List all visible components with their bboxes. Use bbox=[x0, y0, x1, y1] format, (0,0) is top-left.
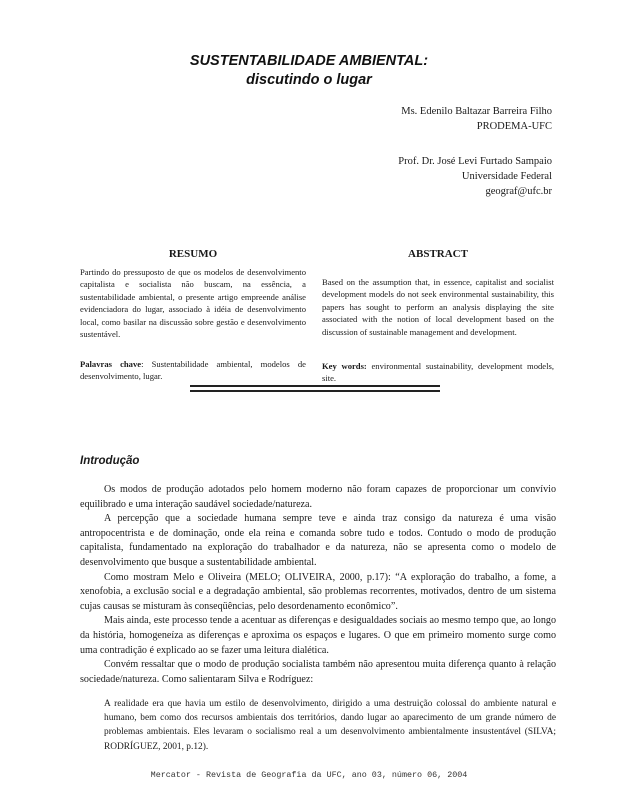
separator-rule-bottom bbox=[190, 390, 440, 392]
resumo-keywords bbox=[80, 358, 306, 383]
section-heading-introducao: Introdução bbox=[80, 455, 140, 467]
resumo-keywords-label: Palavras chave bbox=[80, 359, 142, 369]
resumo-keywords-text: : Sustentabilidade ambiental, modelos de desenvolvimento, lugar. bbox=[80, 359, 306, 382]
abstract-keywords bbox=[322, 360, 554, 385]
paragraph: Mais ainda, este processo tende a acentuar as diferenças e desigualdades sociais ao mesmo tempo que, ao longo da história, homogeneíza as diferenças e aproxima os espaços e lugares. O que em primeiro momento surge como uma contradição é explicado ao se fazer uma leitura dialética. bbox=[80, 615, 556, 656]
separator-rule-top bbox=[190, 385, 440, 387]
paper-subtitle: discutindo o lugar bbox=[246, 72, 372, 88]
abstract-keywords-label: Key words: bbox=[322, 361, 367, 371]
body-text bbox=[80, 483, 556, 687]
block-quote: A realidade era que havia um estilo de desenvolvimento, dirigido a uma destruição colossal do ambiente natural e humano, bem como dos recursos ambientais dos territórios, dando lugar ao aparecimento de um grande número de problemas ambientais. Eles levaram o socialismo real a um desenvolvimento ambientalmente insustentável (SILVA; RODRÍGUEZ, 2001, p.12). bbox=[104, 699, 556, 752]
author-2 bbox=[398, 154, 552, 199]
paragraph: Convém ressaltar que o modo de produção socialista também não apresentou muita diferença quanto à relação sociedade/natureza. Como salientaram Silva e Rodríguez: bbox=[80, 659, 556, 685]
abstract-heading: ABSTRACT bbox=[408, 248, 468, 260]
page-footer: Mercator - Revista de Geografia da UFC, ano 03, número 06, 2004 bbox=[150, 770, 468, 780]
abstract-body: Based on the assumption that, in essence, capitalist and socialist development models do not seek environmental sustainability, this papers has sought to perform an analysis displaying the site associated with the notion of local development based on the discussion of sustainable management and development. bbox=[322, 277, 554, 337]
paragraph: Os modos de produção adotados pelo homem moderno não foram capazes de proporcionar um convívio equilibrado e uma interação saudável sociedade/natureza. bbox=[80, 484, 556, 510]
paragraph: A percepção que a sociedade humana sempre teve e ainda traz consigo da natureza é uma visão antropocentrista e de dominação, onde ela reina e comanda sobre tudo e todos. Contudo o modo de produção capitalista, fundamentado na exploração do trabalhador e da natureza, não se apresenta como o modelo de desenvolvimento que busque a sustentabilidade ambiental. bbox=[80, 513, 556, 568]
abstract-keywords-text: environmental sustainability, development models, site. bbox=[322, 361, 554, 384]
author-2-name: Prof. Dr. José Levi Furtado Sampaio bbox=[398, 156, 552, 167]
paper-title: SUSTENTABILIDADE AMBIENTAL: bbox=[189, 53, 429, 69]
paragraph: Como mostram Melo e Oliveira (MELO; OLIVEIRA, 2000, p.17): “A exploração do trabalho, a fome, a xenofobia, a exclusão social e a degradação ambiental, são problemas recorrentes, motivados, dentro de um sistema cujas causas se misturam às conseqüências, pelo desordenamento econômico”. bbox=[80, 571, 556, 612]
resumo-body: Partindo do pressuposto de que os modelos de desenvolvimento capitalista e socialista não buscam, na essência, a sustentabilidade ambiental, o presente artigo empreende análise evidenciadora do lugar, associado à idéia de desenvolvimento local, como basilar na discussão sobre gestão e desenvolvimento sustentável. bbox=[80, 267, 306, 340]
resumo-heading: RESUMO bbox=[168, 248, 218, 260]
author-1-name: Ms. Edenilo Baltazar Barreira Filho bbox=[401, 106, 552, 117]
author-2-email: geograf@ufc.br bbox=[485, 186, 552, 197]
author-1 bbox=[401, 104, 552, 134]
author-2-affiliation: Universidade Federal bbox=[461, 171, 552, 182]
author-1-affiliation: PRODEMA-UFC bbox=[476, 121, 552, 132]
